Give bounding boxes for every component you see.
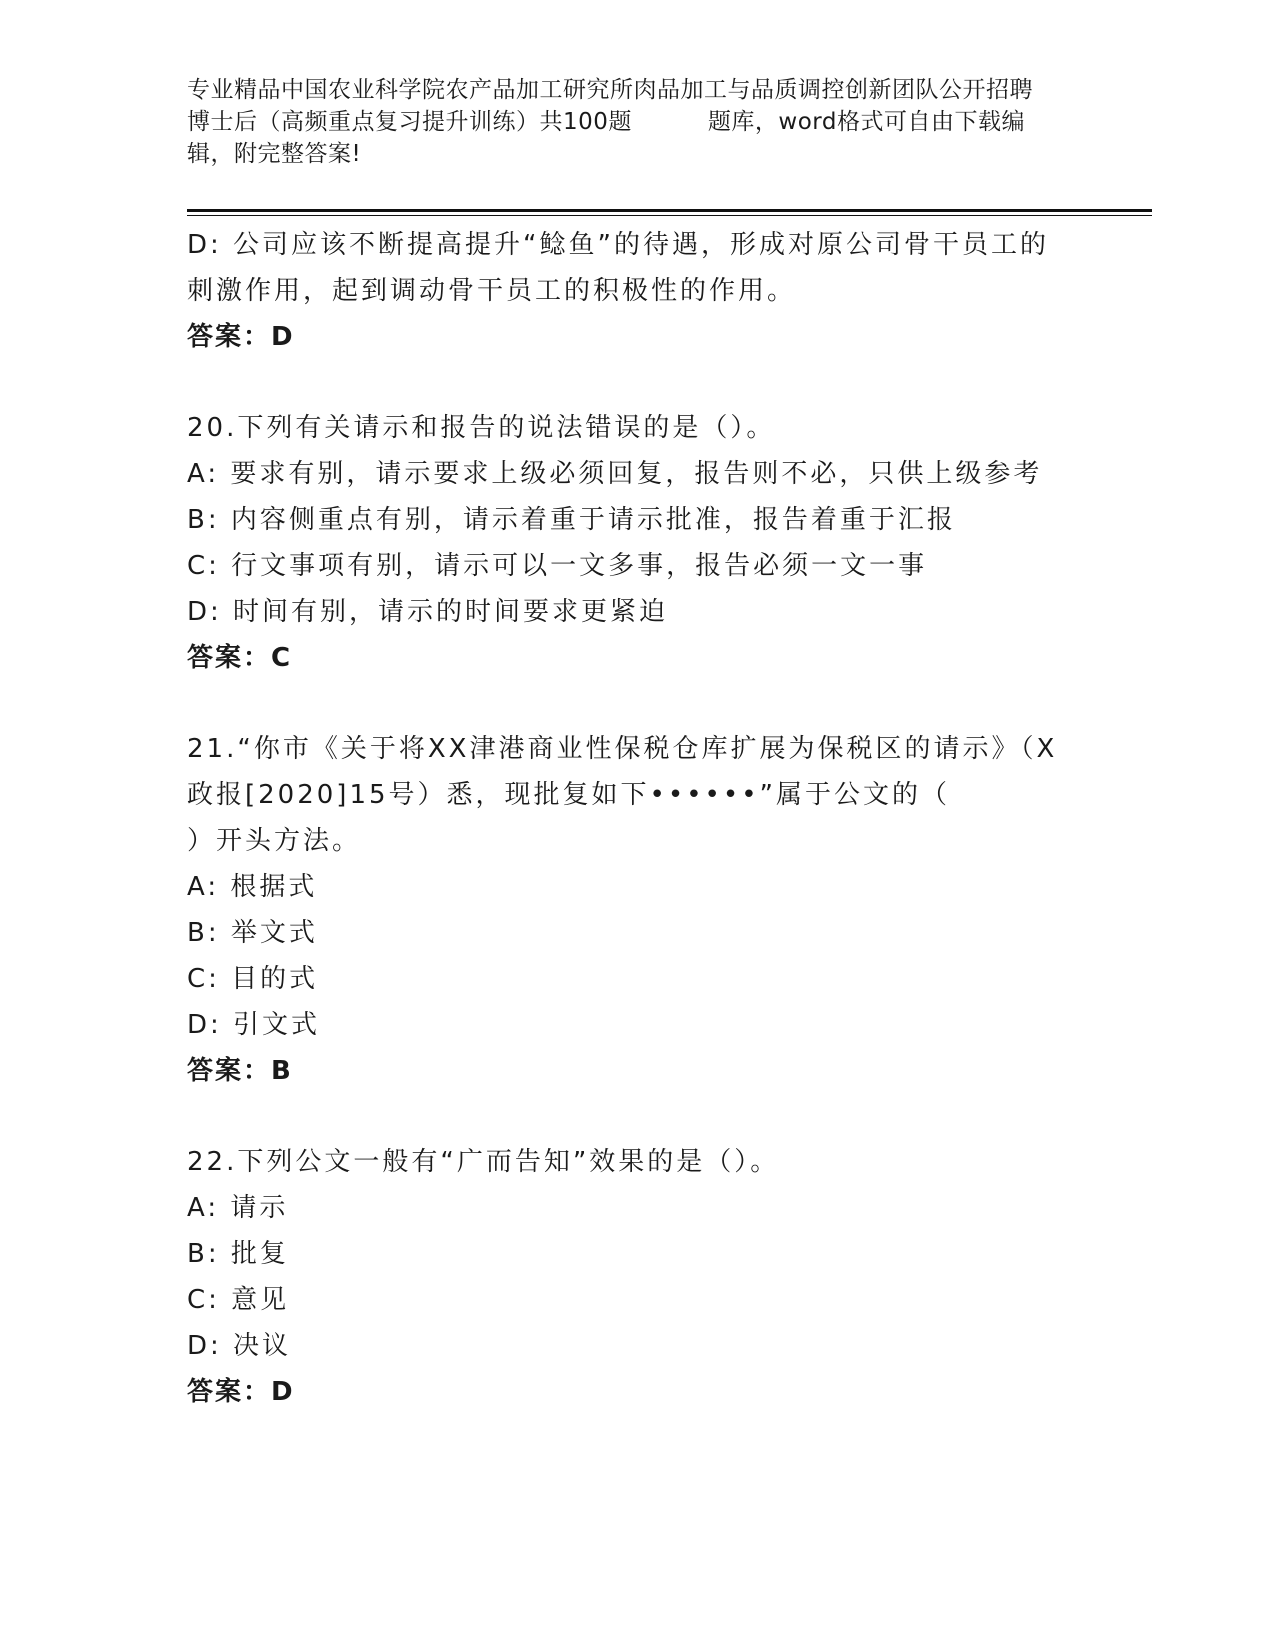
option-c: C: 行文事项有别，请示可以一文多事，报告必须一文一事 [187,551,928,581]
header-line-2 [187,106,1087,138]
header-divider-thick [187,209,1152,212]
option-c: C: 目的式 [187,964,319,994]
option-b: B: 举文式 [187,918,318,948]
answer: 答案：D [187,322,295,352]
question-stem: 20.下列有关请示和报告的说法错误的是（）。 [187,413,776,443]
option-a: A: 根据式 [187,872,318,902]
answer: 答案：B [187,1056,293,1086]
question-list [187,222,1147,1415]
question-stem-line-1: 21.“你市《关于将XX津港商业性保税仓库扩展为保税区的请示》（X [187,734,1058,764]
question-stem-line-2: 政报[2020]15号）悉，现批复如下••••••”属于公文的（ [187,780,951,810]
option-d: D: 引文式 [187,1010,321,1040]
header-line-1: 专业精品中国农业科学院农产品加工研究所肉品加工与品质调控创新团队公开招聘 [187,77,1033,103]
document-header [187,74,1087,170]
answer: 答案：D [187,1377,295,1407]
option-d: D: 决议 [187,1331,292,1361]
header-line-2-part-1: 博士后（高频重点复习提升训练）共100题 [187,109,632,135]
question-20 [187,405,1147,681]
question-stem-line-3: ）开头方法。 [187,826,362,856]
option-d: D: 时间有别，请示的时间要求更紧迫 [187,597,669,627]
header-line-2-part-2: 题库，word格式可自由下载编 [707,109,1025,135]
question-19-continuation [187,222,1147,360]
header-divider-thin [187,215,1152,216]
option-d-line-2: 刺激作用，起到调动骨干员工的积极性的作用。 [187,276,797,306]
question-21 [187,726,1147,1094]
question-22 [187,1139,1147,1415]
option-b: B: 批复 [187,1239,289,1269]
option-d-line-1: D: 公司应该不断提高提升“鲶鱼”的待遇，形成对原公司骨干员工的 [187,230,1049,260]
answer: 答案：C [187,643,293,673]
option-a: A: 要求有别，请示要求上级必须回复，报告则不必，只供上级参考 [187,459,1043,489]
option-c: C: 意见 [187,1285,290,1315]
header-line-3: 辑，附完整答案! [187,141,362,167]
question-stem: 22.下列公文一般有“广而告知”效果的是（）。 [187,1147,780,1177]
option-b: B: 内容侧重点有别，请示着重于请示批准，报告着重于汇报 [187,505,956,535]
option-a: A: 请示 [187,1193,289,1223]
